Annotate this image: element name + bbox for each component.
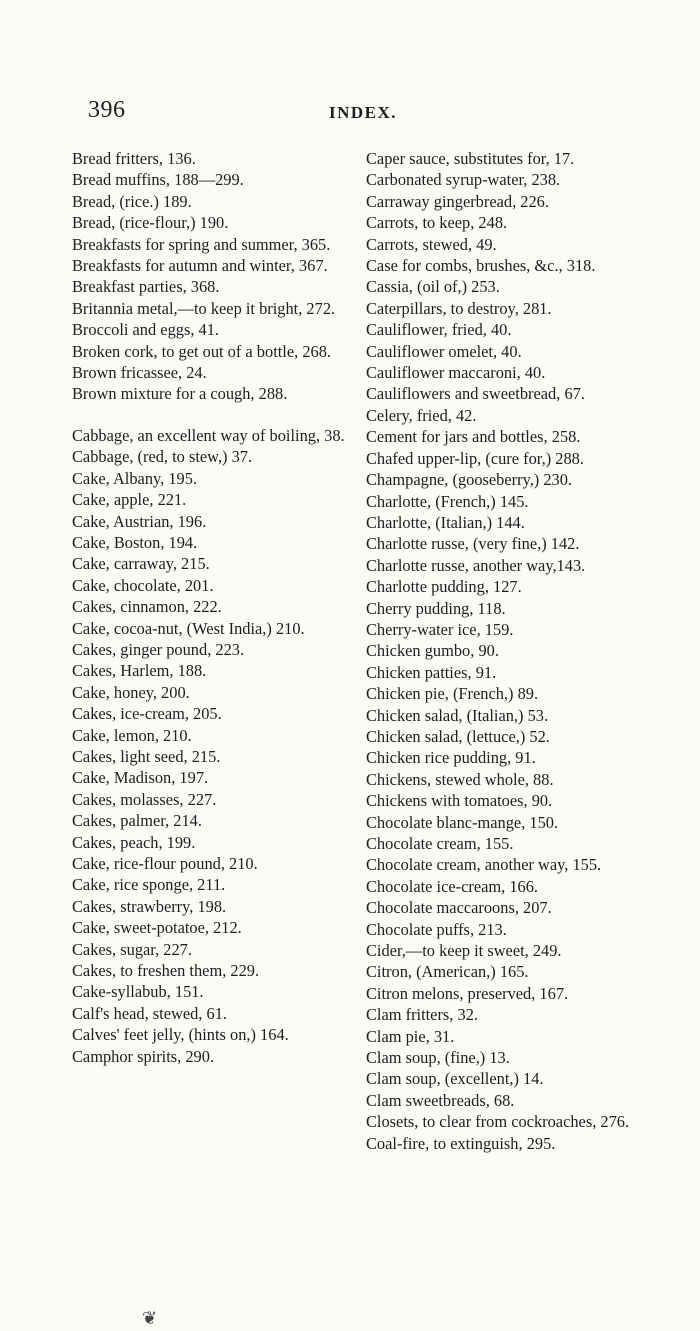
index-entry: Cakes, ginger pound, 223.	[72, 639, 245, 659]
index-entry: Cakes, molasses, 227.	[72, 789, 217, 809]
index-entry: Cake, sweet-potatoe, 212.	[72, 918, 242, 938]
index-entry: Chocolate cream, 155.	[366, 834, 514, 853]
index-entry: Cake, Albany, 195.	[72, 468, 198, 488]
index-entry: Clam pie, 31.	[366, 1026, 455, 1046]
index-entry: Cakes, strawberry, 198.	[72, 896, 227, 916]
index-entry: Cauliflower maccaroni, 40.	[366, 363, 546, 383]
index-entry: Cakes, Harlem, 188.	[72, 661, 207, 681]
index-entry: Camphor spirits, 290.	[72, 1046, 215, 1066]
index-entry: Cassia, (oil of,) 253.	[366, 277, 500, 297]
index-entry: Breakfasts for spring and summer, 365.	[72, 234, 331, 254]
index-entry: Chocolate blanc-mange, 150.	[366, 812, 559, 832]
index-entry: Caterpillars, to destroy, 281.	[366, 298, 552, 318]
index-entry: Clam soup, (fine,) 13.	[366, 1048, 510, 1068]
index-entry: Broccoli and eggs, 41.	[72, 320, 220, 340]
index-entry: Chocolate puffs, 213.	[366, 919, 507, 939]
index-entry: Bread, (rice-flour,) 190.	[72, 213, 229, 233]
index-entry: Cakes, cinnamon, 222.	[72, 597, 222, 617]
index-entry: Chicken pie, (French,) 89.	[366, 684, 539, 704]
index-entry: Bread fritters, 136.	[72, 149, 196, 168]
index-entry: Citron melons, preserved, 167.	[366, 983, 569, 1003]
index-entry: Cake, Madison, 197.	[72, 768, 209, 788]
index-entry: Cauliflowers and sweetbread, 67.	[366, 384, 585, 404]
page-title: INDEX.	[329, 103, 398, 122]
index-entry: Bread muffins, 188—299.	[72, 170, 244, 190]
index-entry: Chicken patties, 91.	[366, 662, 497, 682]
index-entry: Carrots, stewed, 49.	[366, 234, 497, 254]
index-entry: Clam fritters, 32.	[366, 1005, 478, 1025]
index-entry: Cherry-water ice, 159.	[366, 619, 514, 639]
index-entry: Calf's head, stewed, 61.	[72, 1003, 227, 1023]
index-entry: Carrots, to keep, 248.	[366, 213, 508, 233]
index-entry: Cake, Austrian, 196.	[72, 511, 207, 531]
index-entry: Coal-fire, to extinguish, 295.	[366, 1133, 556, 1153]
printer-ornament-icon: ❦	[142, 1308, 158, 1328]
index-entry: Citron, (American,) 165.	[366, 962, 529, 982]
index-entry: Chicken gumbo, 90.	[366, 641, 499, 661]
index-entry: Breakfasts for autumn and winter, 367.	[72, 256, 328, 276]
index-entry: Clam soup, (excellent,) 14.	[366, 1069, 544, 1089]
index-entry: Chafed upper-lip, (cure for,) 288.	[366, 448, 584, 468]
index-entry: Cauliflower, fried, 40.	[366, 320, 512, 340]
index-entry: Cake, honey, 200.	[72, 682, 190, 702]
index-entry: Brown mixture for a cough, 288.	[72, 384, 288, 404]
index-entry: Champagne, (gooseberry,) 230.	[366, 470, 573, 490]
index-entry: Cakes, ice-cream, 205.	[72, 704, 222, 724]
index-entry: Cakes, peach, 199.	[72, 832, 196, 852]
index-entry: Carraway gingerbread, 226.	[366, 191, 549, 211]
page-number: 396	[88, 97, 126, 123]
index-entry: Cake, lemon, 210.	[72, 725, 192, 745]
index-entry: Cake, apple, 221.	[72, 490, 187, 510]
index-entry: Charlotte russe, (very fine,) 142.	[366, 534, 580, 554]
index-right-column	[366, 148, 646, 1154]
index-entry: Charlotte pudding, 127.	[366, 577, 522, 597]
index-entry: Carbonated syrup-water, 238.	[366, 170, 561, 190]
index-entry: Breakfast parties, 368.	[72, 277, 220, 297]
index-entry: Chickens with tomatoes, 90.	[366, 791, 553, 811]
index-entry: Cake-syllabub, 151.	[72, 982, 204, 1002]
index-entry: Cherry pudding, 118.	[366, 598, 506, 618]
index-entry: Cakes, light seed, 215.	[72, 746, 221, 766]
index-entry: Celery, fried, 42.	[366, 405, 477, 425]
index-entry: Bread, (rice.) 189.	[72, 191, 192, 211]
index-left-column	[72, 148, 348, 1067]
index-entry: Cabbage, an excellent way of boiling, 38.	[72, 425, 345, 445]
index-entry: Chocolate cream, another way, 155.	[366, 855, 602, 875]
index-entry: Broken cork, to get out of a bottle, 268.	[72, 341, 332, 361]
index-entry: Chicken salad, (Italian,) 53.	[366, 705, 549, 725]
index-entry: Cider,—to keep it sweet, 249.	[366, 941, 562, 961]
index-entry: Cakes, to freshen them, 229.	[72, 961, 260, 981]
index-entry: Closets, to clear from cockroaches, 276.	[366, 1112, 630, 1132]
index-entry: Chickens, stewed whole, 88.	[366, 769, 554, 789]
index-entry: Cakes, sugar, 227.	[72, 939, 192, 959]
index-entry: Britannia metal,—to keep it bright, 272.	[72, 298, 336, 318]
index-entry: Cake, chocolate, 201.	[72, 575, 214, 595]
index-entry: Charlotte russe, another way,143.	[366, 555, 586, 575]
index-entry: Brown fricassee, 24.	[72, 363, 207, 383]
index-entry: Chicken salad, (lettuce,) 52.	[366, 726, 550, 746]
index-entry: Cauliflower omelet, 40.	[366, 341, 522, 361]
index-entry: Chicken rice pudding, 91.	[366, 748, 536, 768]
index-entry: Chocolate ice-cream, 166.	[366, 876, 539, 896]
index-entry: Charlotte, (Italian,) 144.	[366, 512, 525, 532]
index-entry: Cabbage, (red, to stew,) 37.	[72, 447, 253, 467]
index-entry: Caper sauce, substitutes for, 17.	[366, 149, 575, 168]
index-entry: Cake, rice-flour pound, 210.	[72, 854, 258, 873]
index-entry: Charlotte, (French,) 145.	[366, 491, 529, 511]
index-entry: Chocolate maccaroons, 207.	[366, 898, 552, 918]
index-entry: Case for combs, brushes, &c., 318.	[366, 256, 596, 276]
index-entry: Cakes, palmer, 214.	[72, 811, 202, 831]
index-entry: Calves' feet jelly, (hints on,) 164.	[72, 1025, 289, 1045]
index-entry: Cake, cocoa-nut, (West India,) 210.	[72, 618, 305, 638]
index-entry: Cake, carraway, 215.	[72, 554, 210, 574]
index-entry: Cake, rice sponge, 211.	[72, 875, 226, 895]
index-entry: Cake, Boston, 194.	[72, 532, 198, 552]
index-entry: Cement for jars and bottles, 258.	[366, 427, 581, 447]
index-entry: Clam sweetbreads, 68.	[366, 1090, 515, 1110]
